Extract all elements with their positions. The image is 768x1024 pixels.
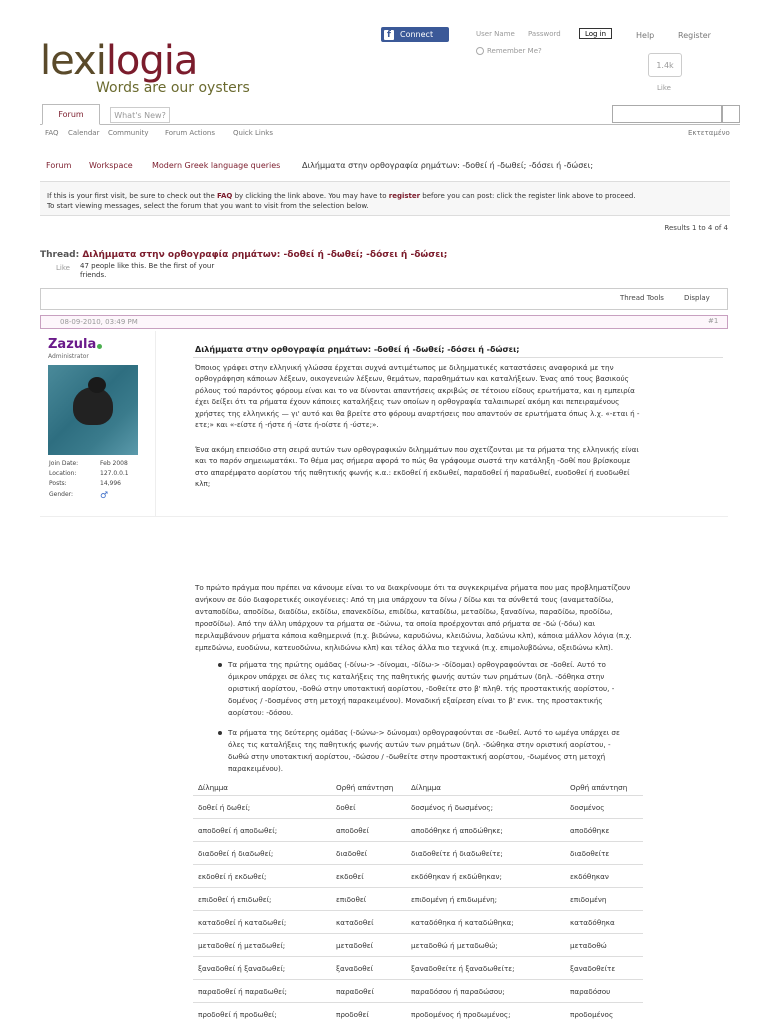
post-text-line: χρήστες της ελληνικής — γι' αυτό και θα βρείτε στο φόρουμ αναρτήσεις που απαντούν σε ερωτήματα όπως λ.χ. «-εται ή - (195, 409, 640, 418)
post-text-line: έχει δείξει ότι τα ρήματα έχουν κάποιες καταλήξεις των οποίων η ορθογραφία ταλαιπωρεί ακόμη και πεπειραμένους (195, 397, 620, 406)
table-row (193, 888, 643, 911)
post-text-line: ανταποδίδω, αποδίδω, διαδίδω, εκδίδω, επανεκδίδω, επιδίδω, καταδίδω, μεταδίδω, ξαναδίνω, παραδίδω, προδίδω, (195, 607, 613, 616)
advanced-search-link[interactable]: Εκτεταμένο (688, 129, 730, 137)
table-cell: μεταδοθεί (336, 941, 374, 950)
post-text-line: περιλαμβάνουν ρήματα κάποια καθημερινά (π.χ. βιδώνω, καρυδώνω, κλειδώνω, λαδώνω κλπ), κάποια μάλλον λόγια (π.χ. (195, 631, 632, 640)
search-input[interactable] (612, 105, 722, 123)
table-cell: δοθεί (336, 803, 356, 812)
breadcrumb-mgl-queries[interactable]: Modern Greek language queries (152, 161, 281, 170)
table-cell: επιδομένη ή επιδωμένη; (411, 895, 498, 904)
table-cell: επιδομένη (570, 895, 607, 904)
table-row (193, 865, 643, 888)
table-cell: ξαναδοθεί ή ξαναδωθεί; (198, 964, 286, 973)
like-label: Like (657, 84, 671, 92)
table-cell: καταδοθεί ή καταδωθεί; (198, 918, 287, 927)
table-cell: επιδοθεί (336, 895, 367, 904)
breadcrumb-forum[interactable]: Forum (46, 161, 72, 170)
table-row (193, 819, 643, 842)
subnav-community[interactable]: Community (108, 129, 149, 137)
location-label: Location: (49, 470, 77, 477)
bullet-icon (218, 731, 222, 735)
bullet-line: δομένος / -δοσμένος στη μετοχή παρακειμένου). Μοναδική εξαίρεση είναι το β' ενικ. της προστακτικής (228, 696, 603, 705)
table-cell: εκδόθηκαν ή εκδώθηκαν; (411, 872, 502, 881)
bullet-line: αορίστου: -δόσου. (228, 708, 294, 717)
like-count-box[interactable]: 1.4k (648, 53, 682, 77)
table-cell: παραδόσου ή παραδώσου; (411, 987, 505, 996)
help-link[interactable]: Help (636, 31, 655, 40)
logo-lexi: lexi (40, 38, 106, 84)
post-text-line: Όποιος γράφει στην ελληνική γλώσσα έρχεται συχνά αντιμέτωπος με διλημματικές καταστάσεις αναφορικά με την (195, 363, 614, 372)
table-cell: ξαναδοθεί (336, 964, 374, 973)
register-inline-link[interactable]: register (388, 192, 421, 200)
table-cell: διαδοθεί (336, 849, 368, 858)
register-link[interactable]: Register (678, 31, 711, 40)
tagline: Words are our oysters (96, 80, 250, 96)
remember-me[interactable] (476, 47, 542, 55)
post-text-line: εμπεδώνω, ευοδώνω, κατευοδώνω, κηλιδώνω κλπ) και τέλος άλλα πιο τεχνικά (π.χ. επιμολυβδώνω, οξειδώνω κλπ). (195, 643, 613, 652)
table-cell: καταδόθηκα (570, 918, 615, 927)
join-date-value: Feb 2008 (100, 460, 128, 467)
table-cell: παραδόσου (570, 987, 611, 996)
facebook-icon: f (384, 30, 394, 40)
site-logo[interactable] (40, 38, 197, 84)
post-text-line: ετε;» και «-είστε ή -ήστε ή -ίστε ή-οίστε ή -ύστε;». (195, 420, 379, 429)
posts-value: 14,996 (100, 480, 121, 487)
bullet-line: όμικρον υπάρχει σε όλες τις καταλήξεις της παθητικής φωνής αυτών των ρημάτων (δηλ. -δόθηκα στην (228, 672, 605, 681)
breadcrumb-workspace[interactable]: Workspace (89, 161, 133, 170)
table-cell: προδομένος ή προδωμένος; (411, 1010, 511, 1019)
posts-label: Posts: (49, 480, 67, 487)
bullet-line: Τα ρήματα της πρώτης ομάδας (-δίνω-> -δίνομαι, -δίδω-> -δίδομαι) ορθογραφούνται σε -δοθεί. Αυτό το (228, 660, 606, 669)
table-cell: καταδοθεί (336, 918, 374, 927)
table-row (193, 796, 643, 819)
breadcrumb-current: Διλήμματα στην ορθογραφία ρημάτων: -δοθεί ή -δωθεί; -δόσει ή -δώσει; (302, 161, 594, 170)
table-header-cell: Ορθή απάντηση (336, 783, 394, 792)
table-cell: δοσμένος ή δωσμένος; (411, 803, 494, 812)
online-status-icon (97, 344, 102, 349)
table-header-cell: Δίλημμα (411, 783, 442, 792)
post-text-line: ορθογράφηση κάποιων λέξεων, οικογενειών λέξεων, θεμάτων, παραθημάτων και καταλήξεων. Ένας από τους βασικούς (195, 374, 629, 383)
table-cell: δοσμένος (570, 803, 605, 812)
join-date-label: Join Date: (49, 460, 79, 467)
search-button[interactable] (722, 105, 740, 123)
location-value: 127.0.0.1 (100, 470, 129, 477)
login-button[interactable]: Log in (579, 28, 612, 39)
table-cell: διαδοθείτε (570, 849, 610, 858)
post-date: 08-09-2010, 03:49 PM (60, 318, 138, 326)
post-text-line: προσδίδω). Από την άλλη υπάρχουν τα ρήματα σε -δώνω, τα οποία προέρχονται από ρήματα σε -δώ (-δόω) και (195, 619, 596, 628)
table-cell: προδοθεί (336, 1010, 369, 1019)
table-cell: καταδόθηκα ή καταδώθηκα; (411, 918, 514, 927)
post-text-line: κλπ; (195, 479, 211, 488)
faq-link[interactable]: FAQ (217, 192, 233, 200)
thread-likes-text: 47 people like this. Be the first of your friends. (80, 262, 215, 279)
table-header-row (193, 780, 643, 796)
table-cell: προδοθεί ή προδωθεί; (198, 1010, 277, 1019)
post-permalink[interactable]: #1 (708, 317, 719, 325)
table-cell: προδομένος (570, 1010, 614, 1019)
post-username[interactable]: Zazula (48, 337, 97, 352)
logo-logia: logia (105, 38, 198, 84)
post-text-line: ρόλους τού παρόντος φόρουμ είναι και το να δίνονται απαντήσεις ακριβώς σε τέτοιου είδους ερωτήματα, και η εμπειρία (195, 386, 635, 395)
tab-forum[interactable]: Forum (42, 104, 100, 125)
bullet-line: Τα ρήματα της δεύτερης ομάδας (-δώνω-> δώνομαι) ορθογραφούνται σε -δωθεί. Αυτό το ωμέγα υπάρχει σε (228, 728, 620, 737)
post-text-line: Το πρώτο πράγμα που πρέπει να κάνουμε είναι το να διακρίνουμε ότι τα συγκεκριμένα ρήματα που μας προβληματίζουν (195, 583, 631, 592)
post-text-line: Ένα ακόμη επεισόδιο στη σειρά αυτών των ορθογραφικών διλημμάτων που σχετίζονται με τα ρήματα της ελληνικής είναι (195, 445, 639, 454)
nav-divider (40, 124, 740, 125)
post-text-line: και το παρόν σημειωματάκι. Το θέμα μας σήμερα αφορά το πώς θα γράφουμε σωστά την κατάληξη -δοθί που βρίσκουμε (195, 456, 631, 465)
table-cell: ξαναδοθείτε ή ξαναδωθείτε; (411, 964, 515, 973)
thread-title: Thread: Διλήμματα στην ορθογραφία ρημάτων: -δοθεί ή -δωθεί; -δόσει ή -δώσει; (40, 250, 448, 260)
table-cell: μεταδοθώ (570, 941, 607, 950)
fb-connect-label: Connect (400, 30, 434, 39)
table-row (193, 957, 643, 980)
avatar[interactable] (48, 365, 138, 455)
thread-like-button[interactable]: Like (56, 264, 70, 272)
table-cell: αποδόθηκε (570, 826, 610, 835)
bullet-icon (218, 663, 222, 667)
bullet-line: όλες τις καταλήξεις της παθητικής φωνής αυτών των ρημάτων (δηλ. -δώθηκα στην οριστική αορίστου, - (228, 740, 611, 749)
post-header-bar (40, 315, 728, 329)
subnav-quick-links[interactable]: Quick Links (233, 129, 274, 137)
table-row (193, 1003, 643, 1024)
table-cell: εκδόθηκαν (570, 872, 609, 881)
post-title-divider (193, 357, 723, 358)
table-row (193, 934, 643, 957)
table-row (193, 911, 643, 934)
table-cell: αποδόθηκε ή αποδώθηκε; (411, 826, 503, 835)
results-count: Results 1 to 4 of 4 (664, 224, 728, 232)
table-cell: εκδοθεί (336, 872, 364, 881)
post-text-line: ανήκουν σε δύο διαφορετικές οικογένειες: Από τη μια υπάρχουν τα δίνω / δίδω και τα σύνθετά τους (αναμεταδίδω, (195, 595, 614, 604)
table-cell: επιδοθεί ή επιδωθεί; (198, 895, 272, 904)
table-cell: αποδοθεί ή αποδωθεί; (198, 826, 278, 835)
user-title: Administrator (48, 353, 89, 360)
gender-label: Gender: (49, 491, 74, 498)
table-cell: μεταδοθώ ή μεταδωθώ; (411, 941, 498, 950)
post-text-line: στο απαρέμφατο αορίστου τής παθητικής φωνής κ.α.: εκδοθεί ή εκδωθεί, παραδοθεί ή παραδωθεί, ευοδοθεί ή ευοδωθεί (195, 468, 630, 477)
table-header-cell: Ορθή απάντηση (570, 783, 628, 792)
remember-label: Remember Me? (487, 47, 542, 55)
table-cell: μεταδοθεί ή μεταδωθεί; (198, 941, 286, 950)
remember-checkbox[interactable] (476, 47, 484, 55)
table-cell: δοθεί ή δωθεί; (198, 803, 251, 812)
password-field[interactable]: Password (528, 30, 561, 38)
table-cell: ξαναδοθείτε (570, 964, 616, 973)
tab-whats-new[interactable]: What's New? (110, 107, 170, 123)
display-menu[interactable]: Display (684, 294, 710, 302)
subnav-calendar[interactable]: Calendar (68, 129, 100, 137)
table-cell: παραδοθεί (336, 987, 374, 996)
post-bottom-divider (40, 516, 728, 517)
table-cell: παραδοθεί ή παραδωθεί; (198, 987, 287, 996)
thread-tools-menu[interactable]: Thread Tools (620, 294, 664, 302)
subnav-forum-actions[interactable]: Forum Actions (165, 129, 215, 137)
post-title: Διλήμματα στην ορθογραφία ρημάτων: -δοθεί ή -δωθεί; -δόσει ή -δώσει; (195, 345, 520, 354)
subnav-faq[interactable]: FAQ (45, 129, 59, 137)
welcome-notice: If this is your first visit, be sure to check out the FAQ by clicking the link above. You may have to register before you can post: click the register link above to proceed. To start viewing messages, select the forum that you want to visit from the selection below. (40, 181, 730, 216)
bullet-line: οριστική αορίστου, -δοθώ στην υποτακτική αορίστου, -δοθείτε στο β' πληθ. τής προστακτικής αορίστου, - (228, 684, 615, 693)
table-cell: διαδοθεί ή διαδωθεί; (198, 849, 274, 858)
table-cell: αποδοθεί (336, 826, 369, 835)
username-field[interactable]: User Name (476, 30, 515, 38)
table-cell: διαδοθείτε ή διαδωθείτε; (411, 849, 503, 858)
table-header-cell: Δίλημμα (198, 783, 229, 792)
post-separator (155, 331, 156, 516)
table-row (193, 980, 643, 1003)
bullet-line: δωθώ στην υποτακτική αορίστου, -δώσου / -δωθείτε στην προστακτική αορίστου, -δωμένος στη μετοχή (228, 752, 606, 761)
table-row (193, 842, 643, 865)
table-cell: εκδοθεί ή εκδωθεί; (198, 872, 267, 881)
bullet-line: παρακειμένου). (228, 764, 284, 773)
facebook-connect-button[interactable] (381, 27, 449, 42)
male-icon: ♂ (100, 491, 109, 501)
